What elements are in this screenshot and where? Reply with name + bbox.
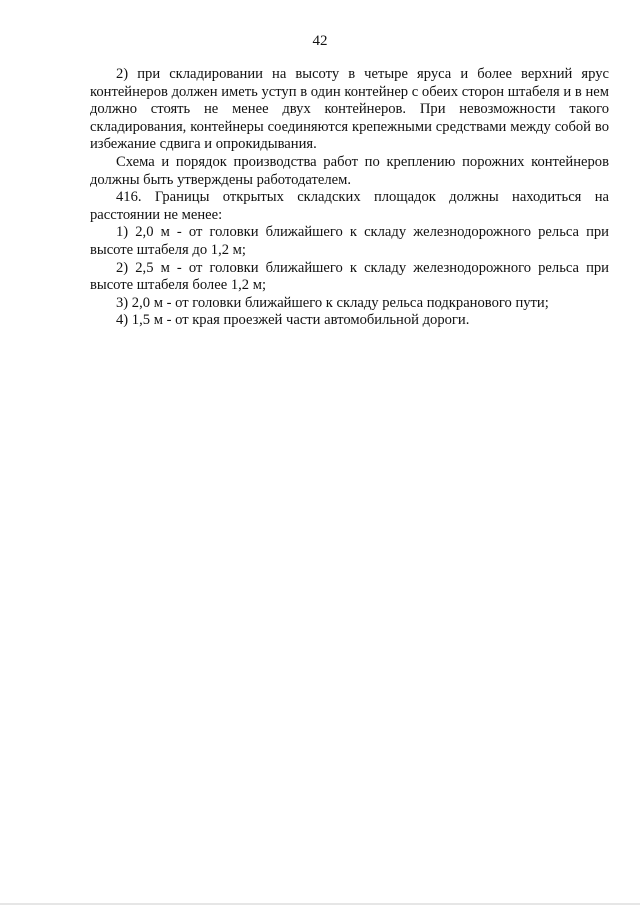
document-body <box>90 66 609 330</box>
paragraph-distance-item-2: 2) 2,5 м - от головки ближайшего к складу железнодорожного рельса при высоте штабеля более 1,2 м; <box>90 259 609 294</box>
paragraph-distance-item-1: 1) 2,0 м - от головки ближайшего к складу железнодорожного рельса при высоте штабеля до 1,2 м; <box>90 224 609 258</box>
paragraph-distance-item-4: 4) 1,5 м - от края проезжей части автомобильной дороги. <box>116 312 470 329</box>
paragraph-416-storage-boundaries: 416. Границы открытых складских площадок должны находиться на расстоянии не менее: <box>90 189 609 223</box>
paragraph-distance-item-3: 3) 2,0 м - от головки ближайшего к складу рельса подкранового пути; <box>116 294 549 311</box>
page-number: 42 <box>312 33 328 49</box>
paragraph-container-fastening-scheme: Схема и порядок производства работ по креплению порожних контейнеров должны быть утверждены работодателем. <box>90 153 609 188</box>
paragraph-item-2-stacking: 2) при складировании на высоту в четыре яруса и более верхний ярус контейнеров должен иметь уступ в один контейнер с обеих сторон штабеля и в нем должно стоять не менее двух контейнеров. При невозможности такого складирования, контейнеры соединяются крепежными средствами между собой во избежание сдвига и опрокидывания. <box>90 66 609 153</box>
